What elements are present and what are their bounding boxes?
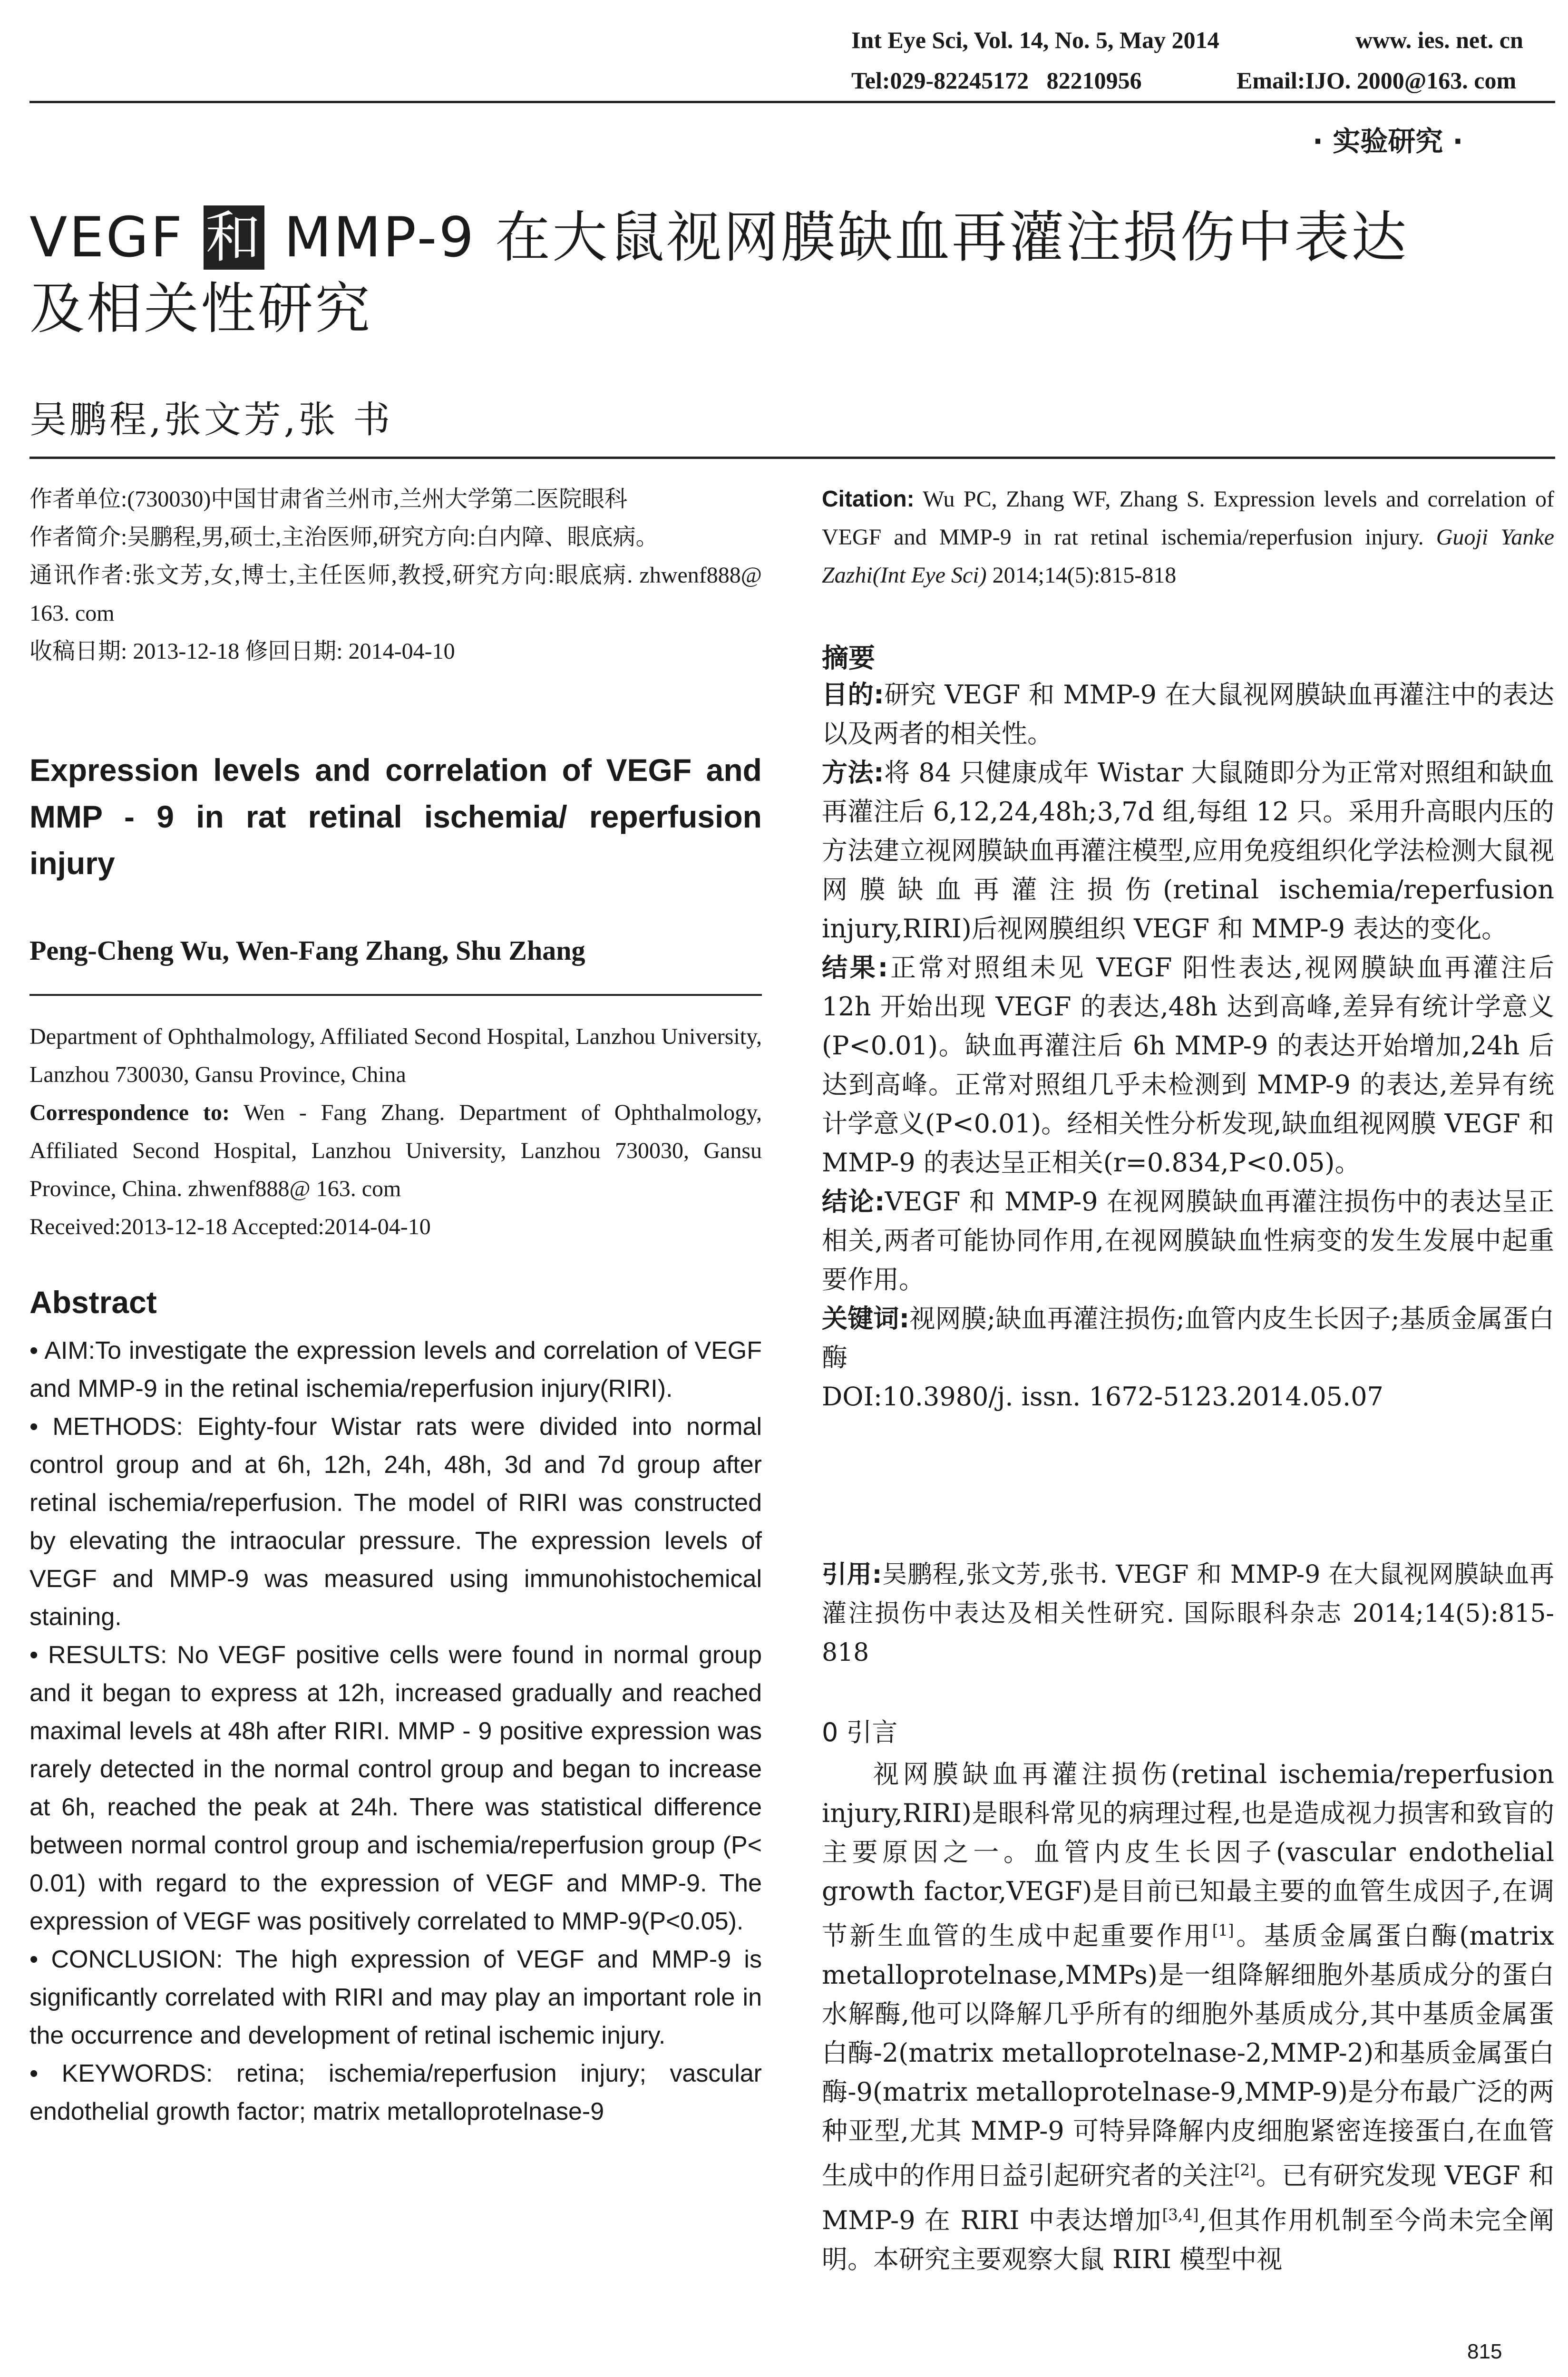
cn-method-text: 将 84 只健康成年 Wistar 大鼠随即分为正常对照组和缺血再灌注后 6,12,24,48h;3,7d 组,每组 12 只。采用升高眼内压的方法建立视网膜缺血再灌注模型,应用免疫组织化学法检测大鼠视网膜缺血再灌注损伤(retinal ischemia/reperfusion injury,RIRI)后视网膜组织 VEGF 和 MMP-9 表达的变化。 — [822, 758, 1554, 944]
cn-method-label: 方法: — [822, 758, 884, 788]
cn-result-label: 结果: — [822, 953, 888, 983]
intro-p3: 。已有研究发现 VEGF 和 MMP-9 在 RIRI 中表达增加 — [822, 2161, 1554, 2235]
intro-heading: 0 引言 — [822, 1717, 898, 1747]
cn-kw-label: 关键词: — [822, 1304, 910, 1334]
cn-method — [822, 753, 1554, 948]
cn-result — [822, 948, 1554, 1182]
english-affiliation — [29, 1018, 762, 1246]
intro-p2: 。基质金属蛋白酶(matrix metalloprotelnase,MMPs)是一组降解细胞外基质成分的蛋白水解酶,他可以降解几乎所有的细胞外基质成分,其中基质金属蛋白酶-2(matrix metalloprotelnase-2,MMP-2)和基质金属蛋白酶-9(matrix metalloprotelnase-9,MMP-9)是分布最广泛的两种亚型,尤其 MMP-9 可特异降解内皮细胞紧密连接蛋白,在血管生成中的作用日益引起研究者的关注 — [822, 1921, 1554, 2191]
abstract-conclusion: • CONCLUSION: The high expression of VEGF and MMP-9 is significantly correlated with RIRI and may play an important role in the occurrence and development of retinal ischemic injury. — [29, 1946, 762, 2049]
page-title — [29, 202, 1561, 345]
cn-result-text: 正常对照组未见 VEGF 阳性表达,视网膜缺血再灌注后 12h 开始出现 VEGF 的表达,48h 达到高峰,差异有统计学意义(P<0.01)。缺血再灌注后 6h MMP-9 的表达开始增加,24h 后达到高峰。正常对照组几乎未检测到 MMP-9 的表达,差异有统计学意义(P<0.01)。经相关性分析发现,缺血组视网膜 VEGF 和 MMP-9 的表达呈正相关(r=0.834,P<0.05)。 — [822, 953, 1554, 1178]
journal-info: Int Eye Sci, Vol. 14, No. 5, May 2014 — [851, 27, 1219, 53]
cn-aim-text: 研究 VEGF 和 MMP-9 在大鼠视网膜缺血再灌注中的表达以及两者的相关性。 — [822, 680, 1554, 749]
abstract-heading: Abstract — [29, 1285, 157, 1320]
intro-p1: 视网膜缺血再灌注损伤(retinal ischemia/reperfusion injury,RIRI)是眼科常见的病理过程,也是造成视力损害和致盲的主要原因之一。血管内皮生长因子(vascular endothelial growth factor,VEGF)是目前已知最主要的血管生成因子,在调节新生血管的生成中起重要作用 — [822, 1759, 1554, 1951]
cn-keywords — [822, 1299, 1554, 1377]
citation-label: Citation: — [822, 487, 915, 512]
en-corr-text: Wen - Fang Zhang. Department of Ophthalmology, Affiliated Second Hospital, Lanzhou University, Lanzhou 730030, Gansu Province, China. zhwenf888@ 163. com — [29, 1100, 762, 1201]
en-corr-label: Correspondence to: — [29, 1100, 230, 1125]
header-rule — [29, 101, 1555, 103]
abstract-keywords: • KEYWORDS: retina; ischemia/reperfusion injury; vascular endothelial growth factor; matrix metalloprotelnase-9 — [29, 2060, 762, 2125]
author-info — [29, 480, 762, 671]
journal-website: www. ies. net. cn — [1355, 27, 1523, 53]
cite-cn-text: 吴鹏程,张文芳,张书. VEGF 和 MMP-9 在大鼠视网膜缺血再灌注损伤中表达及相关性研究. 国际眼科杂志 2014;14(5):815-818 — [822, 1560, 1555, 1667]
title-line-2: 及相关性研究 — [29, 277, 372, 341]
cn-aim — [822, 675, 1554, 753]
title-part-2: MMP-9 在大鼠视网膜缺血再灌注损伤中表达 — [264, 205, 1409, 270]
cite-cn-label: 引用: — [822, 1560, 882, 1589]
cn-kw-text: 视网膜;缺血再灌注损伤;血管内皮生长因子;基质金属蛋白酶 — [822, 1304, 1554, 1373]
en-dates: Received:2013-12-18 Accepted:2014-04-10 — [29, 1214, 431, 1239]
author-unit: 作者单位:(730030)中国甘肃省兰州市,兰州大学第二医院眼科 — [29, 487, 628, 512]
title-highlight: 和 — [204, 205, 264, 270]
author-brief: 作者简介:吴鹏程,男,硕士,主治医师,研究方向:白内障、眼底病。 — [29, 525, 659, 550]
author-dates: 收稿日期: 2013-12-18 修回日期: 2014-04-10 — [29, 639, 455, 664]
ref-3-4[interactable]: [3,4] — [1162, 2206, 1199, 2224]
cn-aim-label: 目的: — [822, 680, 884, 710]
ref-2[interactable]: [2] — [1234, 2161, 1256, 2179]
author-corr: 通讯作者:张文芳,女,博士,主任医师,教授,研究方向:眼底病. zhwenf888@ 163. com — [29, 563, 762, 626]
cn-doi: DOI:10.3980/j. issn. 1672-5123.2014.05.07 — [822, 1382, 1383, 1412]
intro-paragraph — [822, 1755, 1554, 2279]
citation-text: Wu PC, Zhang WF, Zhang S. Expression levels and correlation of VEGF and MMP-9 in rat retinal ischemia/reperfusion injury. — [822, 487, 1554, 550]
cn-concl-text: VEGF 和 MMP-9 在视网膜缺血再灌注损伤中的表达呈正相关,两者可能协同作用,在视网膜缺血性病变的发生发展中起重要作用。 — [822, 1187, 1554, 1295]
authors-rule — [29, 457, 1555, 459]
abstract-methods: • METHODS: Eighty-four Wistar rats were divided into normal control group and at 6h, 12h, 24h, 48h, 3d and 7d group after retinal ischemia/reperfusion. The model of RIRI was constructed by elevating the intraocular pressure. The expression levels of VEGF and MMP-9 was measured using immunohistochemical staining. — [29, 1413, 762, 1631]
cite-cn — [822, 1555, 1554, 1672]
ref-1[interactable]: [1] — [1212, 1921, 1234, 1939]
abstract-aim: • AIM:To investigate the expression levels and correlation of VEGF and MMP-9 in the retinal ischemia/reperfusion injury(RIRI). — [29, 1337, 762, 1403]
abstract-results: • RESULTS: No VEGF positive cells were found in normal group and it began to express at 12h, increased gradually and reached maximal levels at 48h after RIRI. MMP - 9 positive expression was rarely detected in the normal control group and began to increase at 6h, reached the peak at 24h. There was statistical difference between normal control group and ischemia/reperfusion group (P< 0.01) with regard to the expression of VEGF and MMP-9. The expression of VEGF was positively correlated to MMP-9(P<0.05). — [29, 1641, 762, 1935]
cn-conclusion — [822, 1182, 1554, 1299]
english-abstract — [29, 1332, 762, 2131]
en-authors-rule — [29, 994, 762, 996]
journal-email: Email:IJO. 2000@163. com — [1237, 67, 1517, 94]
abstract-cn-heading: 摘要 — [822, 643, 875, 674]
section-label: · 实验研究 · — [1313, 125, 1463, 157]
journal-tel: Tel:029-82245172 82210956 — [851, 67, 1142, 94]
chinese-abstract — [822, 675, 1554, 1416]
citation — [822, 480, 1554, 594]
intro-p4: ,但其作用机制至今尚未完全阐明。本研究主要观察大鼠 RIRI 模型中视 — [822, 2205, 1554, 2274]
title-part-1: VEGF — [29, 205, 204, 270]
en-correspondence — [29, 1094, 762, 1208]
page-number: 815 — [1467, 2340, 1502, 2363]
english-title: Expression levels and correlation of VEGF and MMP - 9 in rat retinal ischemia/ reperfusion injury — [29, 752, 762, 881]
english-authors: Peng-Cheng Wu, Wen-Fang Zhang, Shu Zhang — [29, 935, 585, 966]
en-department: Department of Ophthalmology, Affiliated Second Hospital, Lanzhou University, Lanzhou 730030, Gansu Province, China — [29, 1024, 762, 1087]
citation-tail: 2014;14(5):815-818 — [986, 563, 1177, 588]
authors-cn: 吴鹏程,张文芳,张 书 — [29, 399, 393, 441]
citation-journal: Guoji Yanke Zazhi(Int Eye Sci) — [822, 525, 1555, 588]
cn-concl-label: 结论: — [822, 1187, 885, 1217]
